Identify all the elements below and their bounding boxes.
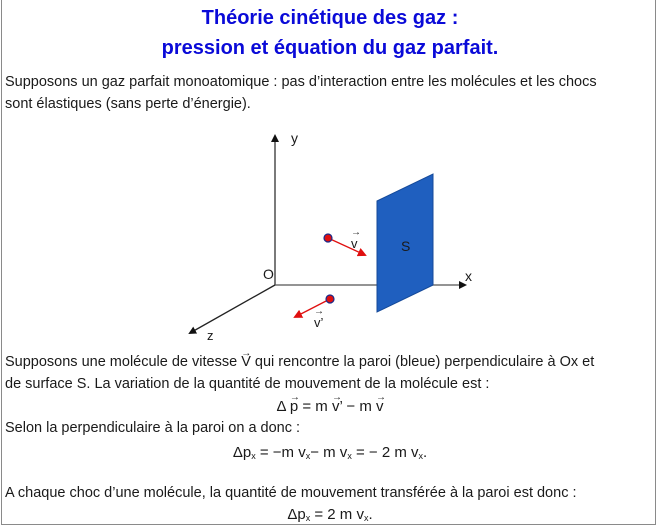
z-axis-label: z [207,328,214,343]
x-axis-label: x [465,268,472,284]
equation-momentum-x: $\Delta p_x = -m$ $v_x- m$ $v_x$ = − 2 m $v_x$. [232,444,428,461]
para3-line-1: Selon la perpendiculaire à la paroi on a donc : [5,420,301,436]
molecule-incoming [324,234,332,242]
para4-line-1: A chaque choc d’une molécule, la quantité de mouvement transférée à la paroi est donc : [5,485,577,501]
velocity-arrow-in [328,238,365,255]
page-title-line-1: Théorie cinétique des gaz : [201,7,459,29]
intro-line-2: sont élastiques (sans perte d’énergie). [5,96,251,112]
velocity-out-label: → v’ [314,315,323,330]
page-title-line-2: pression et équation du gaz parfait. [161,37,499,59]
origin-label: O [263,266,274,282]
y-axis-label: y [291,130,298,146]
velocity-vector-symbol: → V [241,352,251,373]
molecule-outgoing [326,295,334,303]
intro-line-1: Supposons un gaz parfait monoatomique : pas d’interaction entre les molécules et les chocs [5,74,597,90]
velocity-arrow-out [295,299,330,317]
equation-momentum-vector: Δ → p = m → v’ − m → v [0,397,660,417]
z-axis [190,285,275,333]
equation-transfer: $\Delta p_x = 2$ m $v_x$. [287,506,373,523]
para2-line-2: de surface S. La variation de la quantité de mouvement de la molécule est : [5,376,490,392]
wall-label: S [401,238,411,254]
velocity-in-label: → v [351,236,358,251]
para2-line-1: Supposons une molécule de vitesse → V qui rencontre la paroi (bleue) perpendiculaire à Ox et [5,352,594,373]
